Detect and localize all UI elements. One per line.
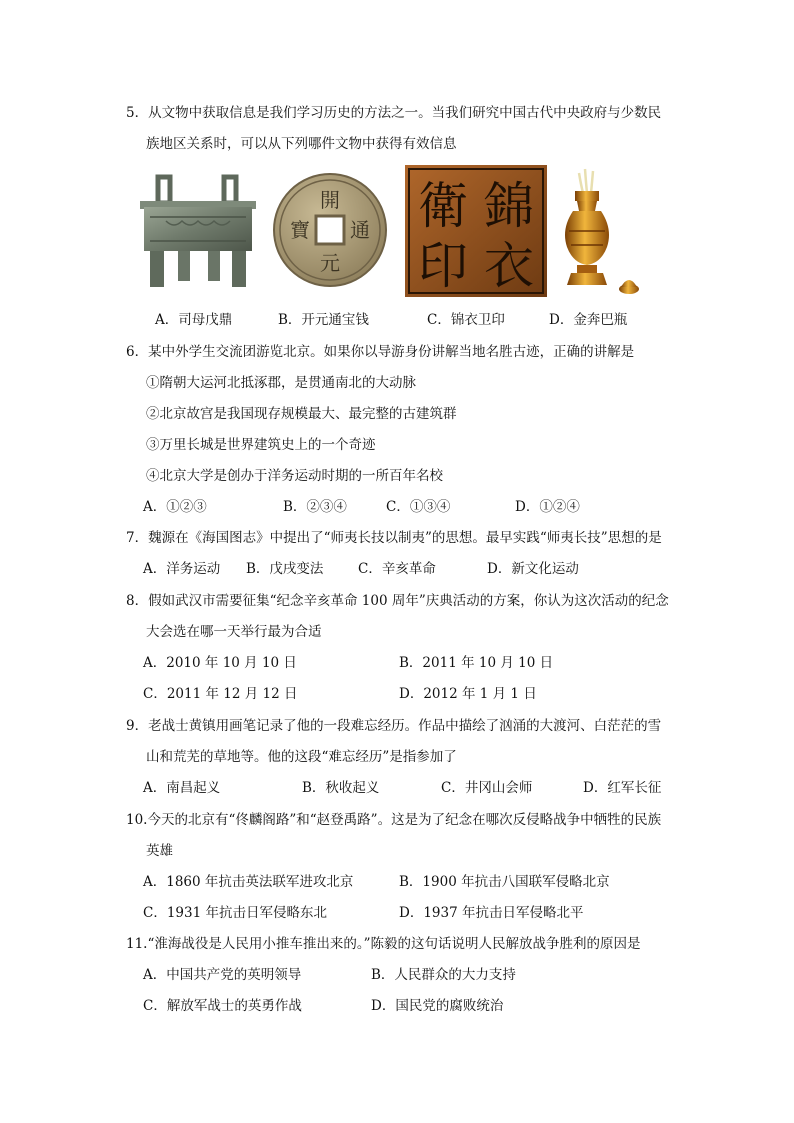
q7-option-d[interactable]: D．新文化运动 bbox=[487, 561, 579, 577]
q9-stem-line1: 9．老战士黄镇用画笔记录了他的一段难忘经历。作品中描绘了汹涌的大渡河、白茫茫的雪 bbox=[126, 718, 662, 734]
q5-stem-line1: 5．从文物中获取信息是我们学习历史的方法之一。当我们研究中国古代中央政府与少数民 bbox=[126, 105, 662, 121]
coin-char-left: 寶 bbox=[290, 218, 310, 242]
q8-option-b[interactable]: B．2011 年 10 月 10 日 bbox=[399, 655, 554, 671]
q6-item-3: ③万里长城是世界建筑史上的一个奇迹 bbox=[146, 437, 376, 453]
seal-char-4: 印 bbox=[418, 237, 468, 295]
jinyiwei-seal-image bbox=[405, 165, 547, 297]
q5-option-b[interactable]: B．开元通宝钱 bbox=[278, 312, 369, 328]
q11-option-c[interactable]: C．解放军战士的英勇作战 bbox=[143, 998, 302, 1014]
q11-option-b[interactable]: B．人民群众的大力支持 bbox=[371, 967, 516, 983]
coin-char-top: 開 bbox=[320, 188, 340, 212]
q9-option-b[interactable]: B．秋收起义 bbox=[302, 780, 380, 796]
seal-char-1: 錦 bbox=[484, 177, 534, 235]
seal-char-3: 衛 bbox=[418, 177, 468, 235]
q11-option-d[interactable]: D．国民党的腐败统治 bbox=[371, 998, 504, 1014]
q6-item-4: ④北京大学是创办于洋务运动时期的一所百年名校 bbox=[146, 468, 443, 484]
q7-stem: 7．魏源在《海国图志》中提出了“师夷长技以制夷”的思想。最早实践“师夷长技”思想的是 bbox=[126, 530, 662, 546]
q11-option-a[interactable]: A．中国共产党的英明领导 bbox=[143, 967, 302, 983]
q11-stem: 11.“淮海战役是人民用小推车推出来的。”陈毅的这句话说明人民解放战争胜利的原因是 bbox=[126, 936, 641, 952]
q8-option-a[interactable]: A．2010 年 10 月 10 日 bbox=[143, 655, 297, 671]
seal-char-2: 衣 bbox=[484, 237, 534, 295]
q9-stem-line2: 山和荒芜的草地等。他的这段“难忘经历”是指参加了 bbox=[146, 749, 457, 765]
q6-stem: 6．某中外学生交流团游览北京。如果你以导游身份讲解当地名胜古迹，正确的讲解是 bbox=[126, 344, 635, 360]
q10-option-a[interactable]: A．1860 年抗击英法联军进攻北京 bbox=[143, 874, 354, 890]
coin-char-bottom: 元 bbox=[320, 251, 340, 275]
kaiyuan-coin-image bbox=[272, 172, 388, 288]
q7-option-b[interactable]: B．戊戌变法 bbox=[246, 561, 324, 577]
q9-option-c[interactable]: C．井冈山会师 bbox=[441, 780, 533, 796]
q6-item-2: ②北京故宫是我国现存规模最大、最完整的古建筑群 bbox=[146, 406, 457, 422]
q9-option-a[interactable]: A．南昌起义 bbox=[143, 780, 221, 796]
q6-option-c[interactable]: C．①③④ bbox=[386, 499, 451, 515]
q8-stem-line1: 8．假如武汉市需要征集“纪念辛亥革命 100 周年”庆典活动的方案，你认为这次活动的纪念 bbox=[126, 593, 669, 609]
q6-option-d[interactable]: D．①②④ bbox=[515, 499, 580, 515]
q10-option-c[interactable]: C．1931 年抗击日军侵略东北 bbox=[143, 905, 327, 921]
q5-option-c[interactable]: C．锦衣卫印 bbox=[427, 312, 505, 328]
q6-option-a[interactable]: A．①②③ bbox=[143, 499, 207, 515]
q8-option-d[interactable]: D．2012 年 1 月 1 日 bbox=[399, 686, 537, 702]
q10-stem-line1: 10.今天的北京有“佟麟阁路”和“赵登禹路”。这是为了纪念在哪次反侵略战争中牺牲的民族 bbox=[126, 812, 662, 828]
q10-option-d[interactable]: D．1937 年抗击日军侵略北平 bbox=[399, 905, 584, 921]
q5-option-a[interactable]: A．司母戊鼎 bbox=[155, 312, 233, 328]
q9-option-d[interactable]: D．红军长征 bbox=[583, 780, 662, 796]
q5-stem-line2: 族地区关系时，可以从下列哪件文物中获得有效信息 bbox=[146, 136, 457, 152]
ding-image bbox=[136, 173, 260, 291]
q7-option-a[interactable]: A．洋务运动 bbox=[143, 561, 221, 577]
q7-option-c[interactable]: C．辛亥革命 bbox=[358, 561, 436, 577]
q10-stem-line2: 英雄 bbox=[146, 843, 173, 859]
golden-urn-image bbox=[559, 165, 645, 297]
q6-item-1: ①隋朝大运河北抵涿郡，是贯通南北的大动脉 bbox=[146, 375, 416, 391]
q5-option-d[interactable]: D．金奔巴瓶 bbox=[549, 312, 628, 328]
coin-char-right: 通 bbox=[350, 218, 370, 242]
q8-option-c[interactable]: C．2011 年 12 月 12 日 bbox=[143, 686, 298, 702]
q6-option-b[interactable]: B．②③④ bbox=[283, 499, 347, 515]
q10-option-b[interactable]: B．1900 年抗击八国联军侵略北京 bbox=[399, 874, 610, 890]
q8-stem-line2: 大会选在哪一天举行最为合适 bbox=[146, 624, 322, 640]
